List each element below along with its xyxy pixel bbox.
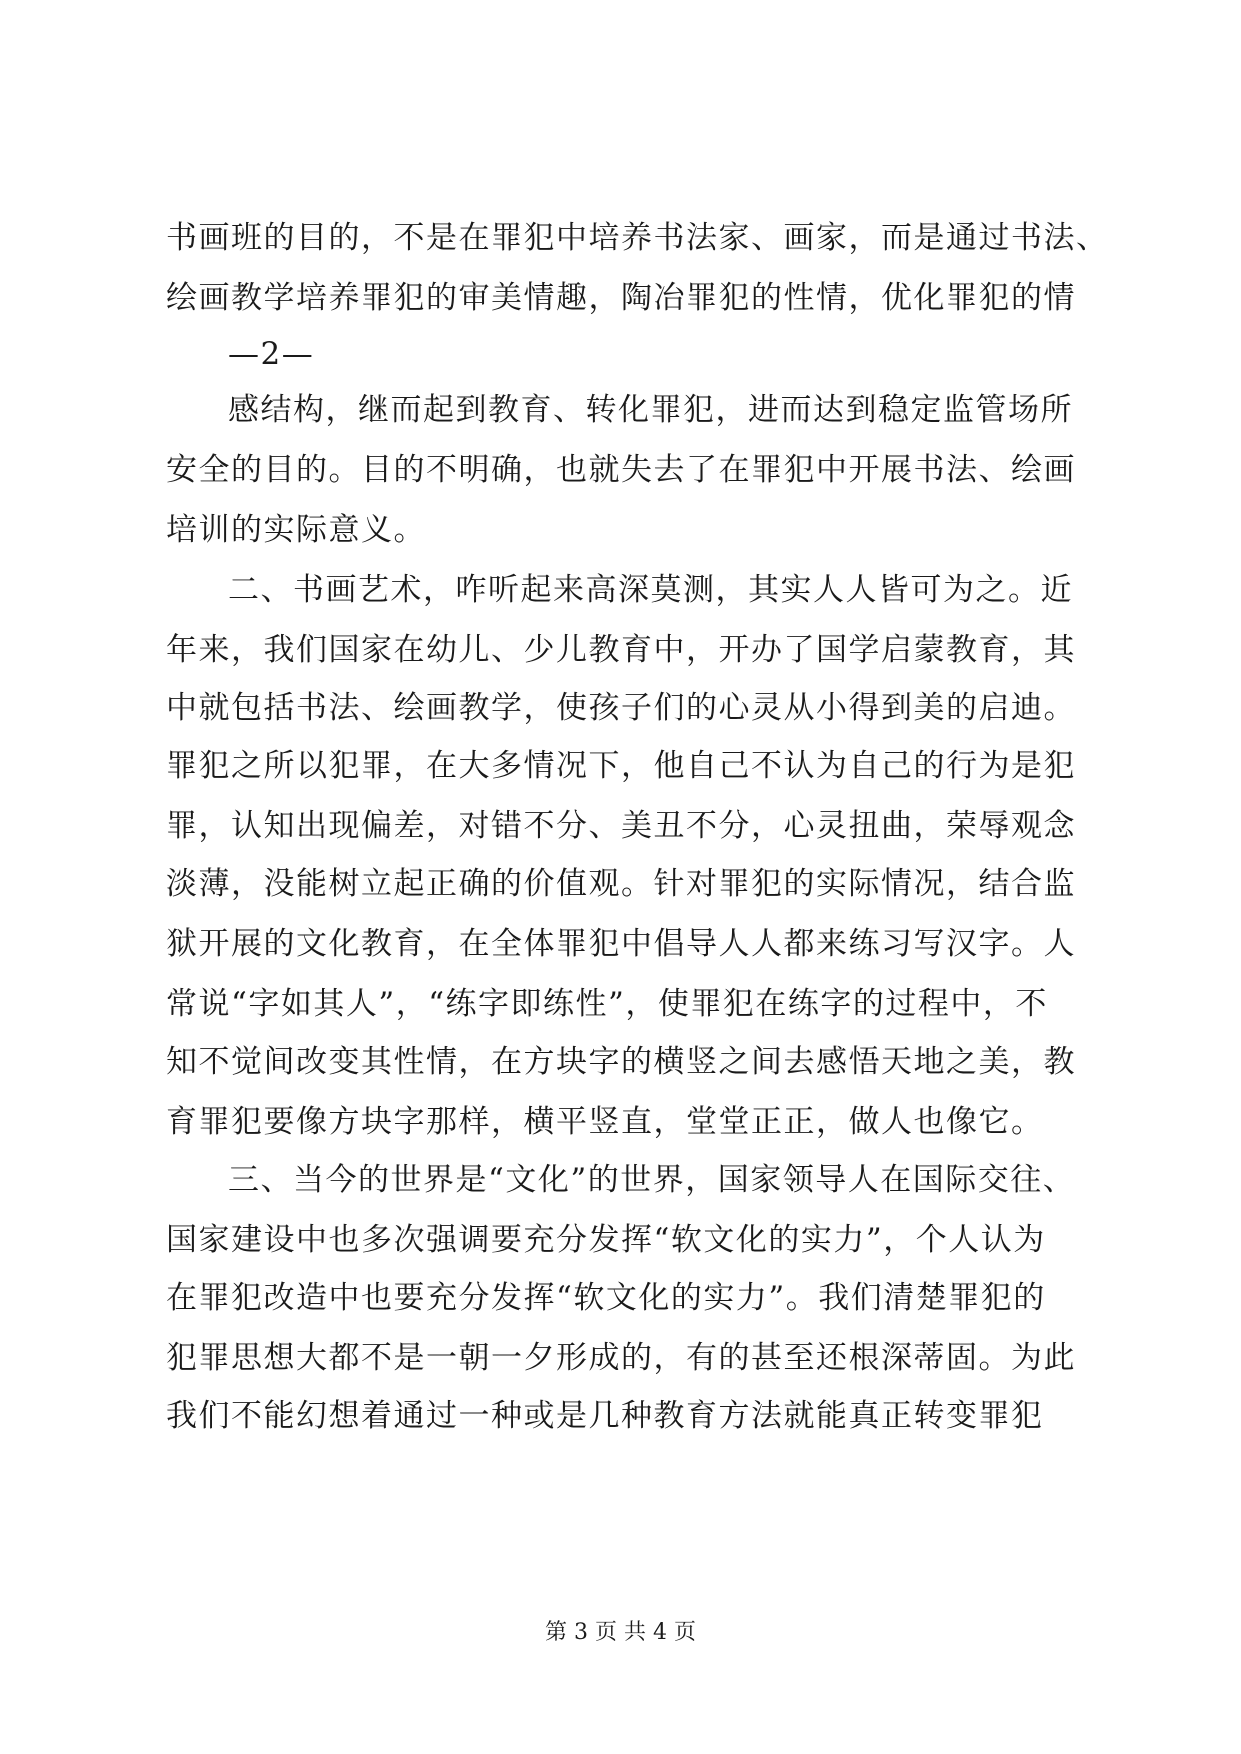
paragraph-2-line-6: 淡薄，没能树立起正确的价值观。针对罪犯的实际情况，结合监: [166, 866, 1076, 902]
paragraph-2-line-5: 罪，认知出现偏差，对错不分、美丑不分，心灵扭曲，荣辱观念: [166, 808, 1076, 844]
paragraph-3-line-1: 三、当今的世界是“文化”的世界，国家领导人在国际交往、: [228, 1162, 1076, 1198]
paragraph-2-line-1: 二、书画艺术，咋听起来高深莫测，其实人人皆可为之。近: [228, 572, 1073, 608]
paragraph-2-line-4: 罪犯之所以犯罪，在大多情况下，他自己不认为自己的行为是犯: [166, 748, 1076, 784]
text-line-1: 书画班的目的，不是在罪犯中培养书法家、画家，而是通过书法、: [166, 220, 1109, 256]
embedded-page-number: —2—: [228, 336, 315, 372]
paragraph-2-line-2: 年来，我们国家在幼儿、少儿教育中，开办了国学启蒙教育，其: [166, 632, 1076, 668]
paragraph-3-line-4: 犯罪思想大都不是一朝一夕形成的，有的甚至还根深蒂固。为此: [166, 1340, 1076, 1376]
page-footer: 第 3 页 共 4 页: [545, 1620, 696, 1645]
paragraph-3-line-5: 我们不能幻想着通过一种或是几种教育方法就能真正转变罪犯: [166, 1398, 1044, 1434]
paragraph-2-line-3: 中就包括书法、绘画教学，使孩子们的心灵从小得到美的启迪。: [166, 690, 1076, 726]
paragraph-2-line-9: 知不觉间改变其性情，在方块字的横竖之间去感悟天地之美，教: [166, 1044, 1076, 1080]
text-line-4: 安全的目的。目的不明确，也就失去了在罪犯中开展书法、绘画: [166, 452, 1076, 488]
paragraph-2-line-8: 常说“字如其人”，“练字即练性”，使罪犯在练字的过程中，不: [166, 986, 1048, 1022]
text-line-5: 培训的实际意义。: [166, 512, 426, 548]
paragraph-2-line-10: 育罪犯要像方块字那样，横平竖直，堂堂正正，做人也像它。: [166, 1104, 1044, 1140]
paragraph-3-line-2: 国家建设中也多次强调要充分发挥“软文化的实力”，个人认为: [166, 1222, 1046, 1258]
text-line-3: 感结构，继而起到教育、转化罪犯，进而达到稳定监管场所: [228, 392, 1073, 428]
paragraph-3-line-3: 在罪犯改造中也要充分发挥“软文化的实力”。我们清楚罪犯的: [166, 1280, 1046, 1316]
paragraph-2-line-7: 狱开展的文化教育，在全体罪犯中倡导人人都来练习写汉字。人: [166, 926, 1076, 962]
text-line-2: 绘画教学培养罪犯的审美情趣，陶冶罪犯的性情，优化罪犯的情: [166, 280, 1076, 316]
